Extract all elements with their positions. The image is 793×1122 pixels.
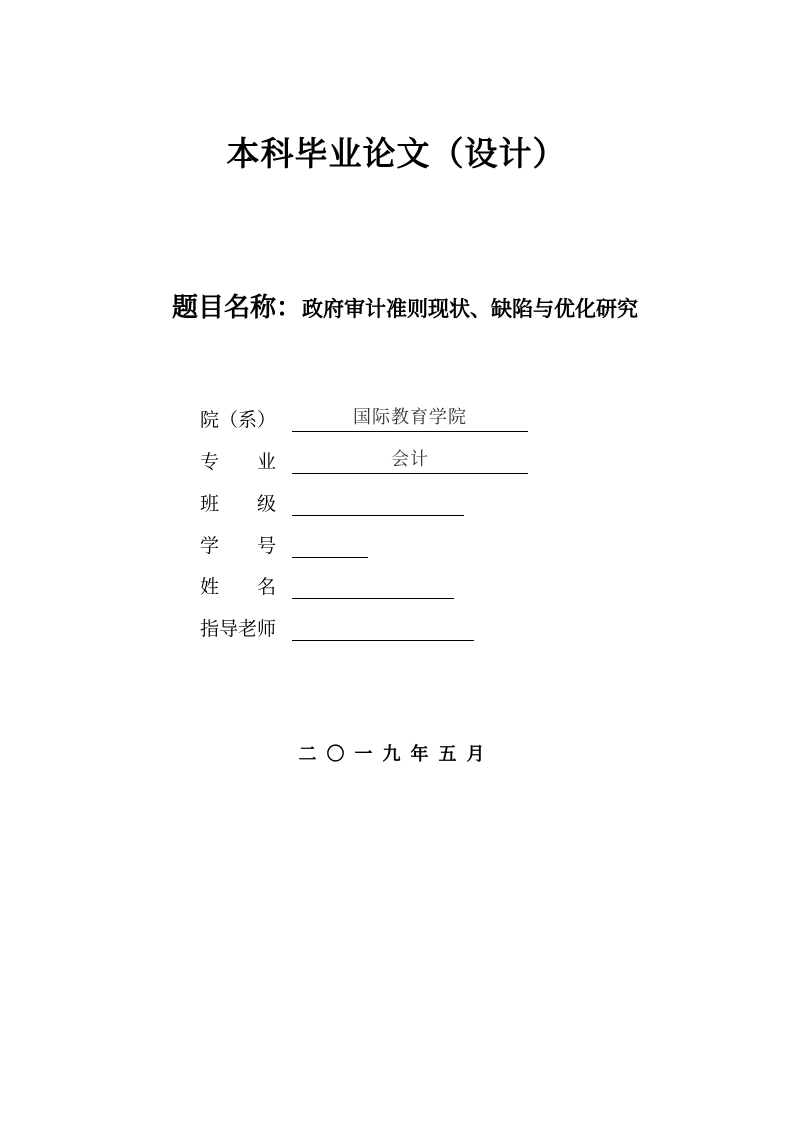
field-value <box>292 533 368 558</box>
field-class <box>200 490 464 516</box>
field-label: 院（系） <box>200 409 277 431</box>
field-name <box>200 573 454 599</box>
field-value <box>292 574 454 599</box>
topic-line <box>172 287 638 324</box>
field-value <box>292 491 464 516</box>
field-student-id <box>200 532 368 558</box>
date-line: 二〇一九年五月 <box>298 744 495 765</box>
field-label: 学 号 <box>200 535 277 557</box>
field-label: 班 级 <box>200 493 277 515</box>
field-advisor <box>200 615 474 641</box>
field-value: 国际教育学院 <box>292 407 528 432</box>
field-value: 会计 <box>292 449 528 474</box>
topic-label: 题目名称： <box>172 293 303 323</box>
document-title: 本科毕业论文（设计） <box>226 134 567 173</box>
field-label: 专 业 <box>200 451 277 473</box>
field-major <box>200 448 528 474</box>
field-value <box>292 616 474 641</box>
field-label: 指导老师 <box>200 618 277 640</box>
topic-value: 政府审计准则现状、缺陷与优化研究 <box>302 297 639 321</box>
field-label: 姓 名 <box>200 576 277 598</box>
field-department <box>200 406 528 432</box>
